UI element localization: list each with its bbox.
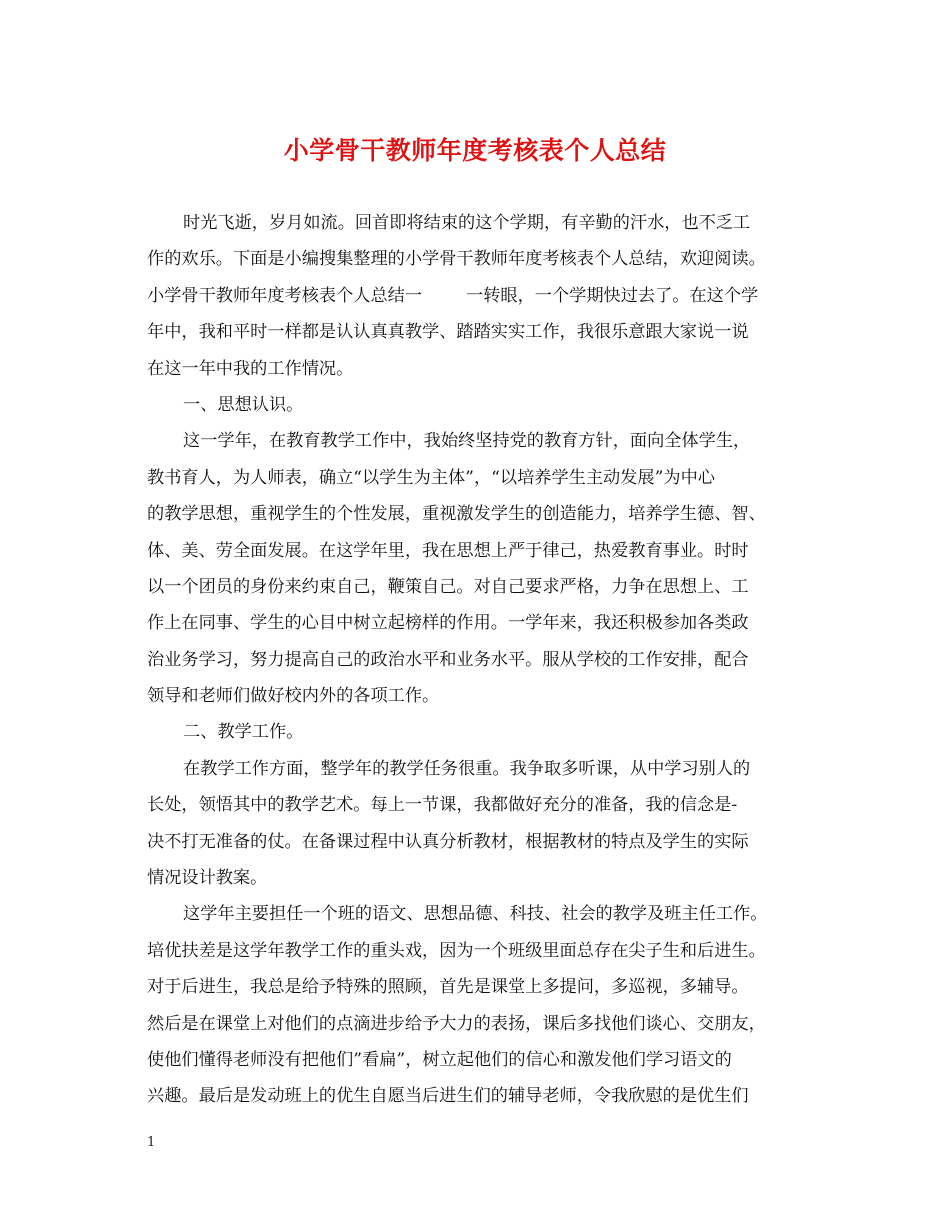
text-line	[147, 387, 817, 423]
text-line	[147, 969, 817, 1005]
text-line	[147, 1078, 817, 1114]
line-text: 这学年主要担任一个班的语文、思想品德、科技、社会的教学及班主任工作。	[183, 904, 768, 925]
text-line	[147, 496, 817, 532]
line-text: 作的欢乐。下面是小编搜集整理的小学骨干教师年度考核表个人总结，欢迎阅读。	[147, 249, 766, 270]
line-text: 时光飞逝，岁月如流。回首即将结束的这个学期，有辛勤的汗水，也不乏工	[183, 213, 751, 233]
line-text: 长处，领悟其中的教学艺术。每上一节课，我都做好充分的准备，我的信念是-	[147, 795, 738, 816]
line-text: 二、教学工作。	[183, 722, 304, 743]
text-line	[147, 278, 817, 314]
line-text: 情况设计教案。	[147, 868, 268, 889]
line-text: 使他们懂得老师没有把他们”看扁”，树立起他们的信心和激发他们学习语文的	[147, 1049, 732, 1070]
text-line	[147, 569, 817, 605]
text-line	[147, 533, 817, 569]
text-line	[147, 642, 817, 678]
line-text: 体、美、劳全面发展。在这学年里，我在思想上严于律己，热爱教育事业。时时	[147, 540, 749, 561]
text-line	[147, 824, 817, 860]
line-text: 领导和老师们做好校内外的各项工作。	[147, 686, 440, 707]
line-text: 兴趣。最后是发动班上的优生自愿当后进生们的辅导老师，令我欣慰的是优生们	[147, 1086, 749, 1107]
line-text: 一、思想认识。	[183, 394, 304, 415]
text-line	[147, 933, 817, 969]
document-title: 小学骨干教师年度考核表个人总结	[283, 136, 667, 165]
line-text: 在教学工作方面，整学年的教学任务很重。我争取多听课，从中学习别人的	[183, 758, 751, 779]
text-line	[147, 460, 817, 496]
text-line	[147, 605, 817, 641]
line-text: 决不打无准备的仗。在备课过程中认真分析教材，根据教材的特点及学生的实际	[147, 831, 749, 852]
line-text: 培优扶差是这学年教学工作的重头戏，因为一个班级里面总存在尖子生和后进生。	[147, 940, 766, 961]
line-text: 在这一年中我的工作情况。	[147, 358, 354, 379]
line-text: 治业务学习，努力提高自己的政治水平和业务水平。服从学校的工作安排，配合	[147, 649, 749, 670]
line-text: 对于后进生，我总是给予特殊的照顾，首先是课堂上多提问，多巡视，多辅导。	[147, 977, 749, 998]
text-line	[147, 314, 817, 350]
text-line	[147, 1042, 817, 1078]
line-text: 这一学年，在教育教学工作中，我始终坚持党的教育方针，面向全体学生，	[183, 431, 751, 452]
text-line	[147, 787, 817, 823]
text-line	[147, 896, 817, 932]
text-line	[147, 860, 817, 896]
line-text: 教书育人，为人师表，确立“以学生为主体”，“以培养学生主动发展”为中心	[147, 467, 715, 488]
line-text: 年中，我和平时一样都是认认真真教学、踏踏实实工作，我很乐意跟大家说一说	[147, 322, 749, 343]
text-line	[147, 1006, 817, 1042]
text-line	[147, 678, 817, 714]
text-line	[147, 751, 817, 787]
line-text: 以一个团员的身份来约束自己，鞭策自己。对自己要求严格，力争在思想上、工	[147, 576, 749, 597]
text-line	[147, 351, 817, 387]
line-text-tail: 一转眼，一个学期快过去了。在这个学	[466, 285, 759, 306]
document-body	[147, 205, 817, 1115]
line-text: 的教学思想，重视学生的个性发展，重视激发学生的创造能力，培养学生德、智、	[147, 504, 766, 525]
line-text: 小学骨干教师年度考核表个人总结一	[147, 285, 423, 306]
text-line	[147, 423, 817, 459]
text-line	[147, 241, 817, 277]
line-text: 然后是在课堂上对他们的点滴进步给予大力的表扬，课后多找他们谈心、交朋友，	[147, 1013, 766, 1034]
line-text: 作上在同事、学生的心目中树立起榜样的作用。一学年来，我还积极参加各类政	[147, 613, 749, 634]
page-number: 1	[147, 1135, 156, 1150]
text-line	[147, 205, 817, 241]
text-line	[147, 714, 817, 750]
